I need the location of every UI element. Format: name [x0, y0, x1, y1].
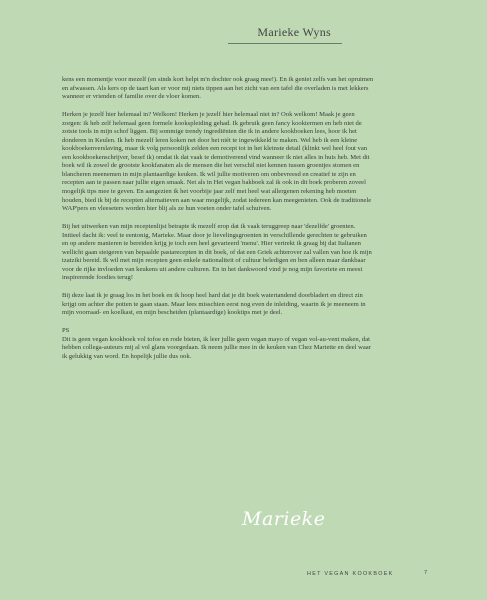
paragraph: kens een momentje voor mezelf (en sinds kort helpt m'n dochter ook graag mee!). En ik geniet zelfs van het opruimen en afwassen. Als kers op de taart kan er voor mij niets tippen aan het zicht van een tafel die overladen is met lekkers wanneer er vrienden of familie over de vloer komen. [62, 76, 374, 101]
ps-label: PS [62, 327, 70, 335]
header-rule [228, 43, 342, 44]
signature: Marieke [242, 508, 326, 530]
paragraph: Bij deze laat ik je graag los in het boek en ik hoop heel hard dat je dit boek watertandend doorbladert en direct zin krijgt om achter die potten te gaan staan. Maar lees misschien eerst nog even de inleiding, waarin ik je meeneem in mijn voorraad- en koelkast, en mijn bescheiden (plantaardige) kooktips met je deel. [62, 292, 366, 317]
paragraph: Bij het uitwerken van mijn receptenlijst betrapte ik mezelf erop dat ik vaak teruggreep naar 'dezelfde' groenten. Initieel dacht ik: veel te eentonig, Marieke. Maar door je lievelingsgroenten in verschillende gerechten te gebruiken en op andere manieren te bereiden krijg je toch een heel gevarieerd 'menu'. Hier vertrekt ik graag bij dat Italianen wellicht gaan steigeren van bepaalde pastarecepten in dit boek, of dat een Griek achterover zal vallen van hoe ik mijn tzatziki bereid. Ik wil met mijn recepten geen enkele nationaliteit of cultuur beledigen en ben alleen maar dankbaar voor de rijke invloeden van keukens uit andere culturen. En in het dankwoord vind je nog mijn favoriete en meest inspirerende foodies terug! [62, 222, 372, 282]
paragraph: Herken je jezelf hier helemaal in? Welkom! Herken je jezelf hier helemaal niet in? Ook welkom! Maak je geen zorgen: ik heb zelf helemaal geen formele kookspleiding gehad. Ik gebruik geen fancy kooktermen en heb niet de zotste tools in mijn schof liggen. Bij sommige trendy ingrediënten die ik in andere kookboeken lees, hoor ik het donderen in Keulen. Ik heb mezelf leren koken net door het niét te ingewikkeld te maken. Wel heb ik een kleine kookboekenverslaving, maar ik volg persoonlijk zelden een recept tot in het kleinste detail (klinkt wel heel fout van een kookboekenschrijver, besef ik) omdat ik dat vaak te demotiverend vind wanneer ik niet alles in huis heb. Met dit boek wil ik zowel de grootste kookfanaten als de mensen die het verschil niet kennen tussen groentjes stomen en blancheren meenemen in mijn plantaardige keuken. Ik wil jullie motiveren om onbevreesd en creatief te zijn en recepten aan te passen naar jullie eigen smaak. Net als in Het vegan bakboek zal ik ook in dit boek proberen zoveel mogelijk tips mee te geven. En aangezien ik het voorbije jaar zelf met heel wat allergenen rekening heb moeten houden, bied ik bij de recepten alternatieven aan waar mogelijk, zodat iedereen kan meegenieten. Ook de traditionele WAP'pers en vleeseters worden hier blij als ze hun voeten onder tafel schuiven. [62, 111, 372, 213]
page-number: 7 [424, 570, 428, 576]
body-text [62, 76, 374, 371]
paragraph: Dit is geen vegan kookboek vol tofoe en rode bieten, ik leer jullie geen vegan mayo of vegan vol-au-vent maken, dat hebben collega-auteurs mij al vol glans voorgedaan. Ik neem jullie mee in de keuken van Chez Mariette en deel waar ik gelukkig van word. En hopelijk jullie dus ook. [62, 335, 371, 360]
footer-book-title: HET VEGAN KOOKBOEK [307, 571, 394, 577]
author-name: Marieke Wyns [257, 25, 331, 39]
